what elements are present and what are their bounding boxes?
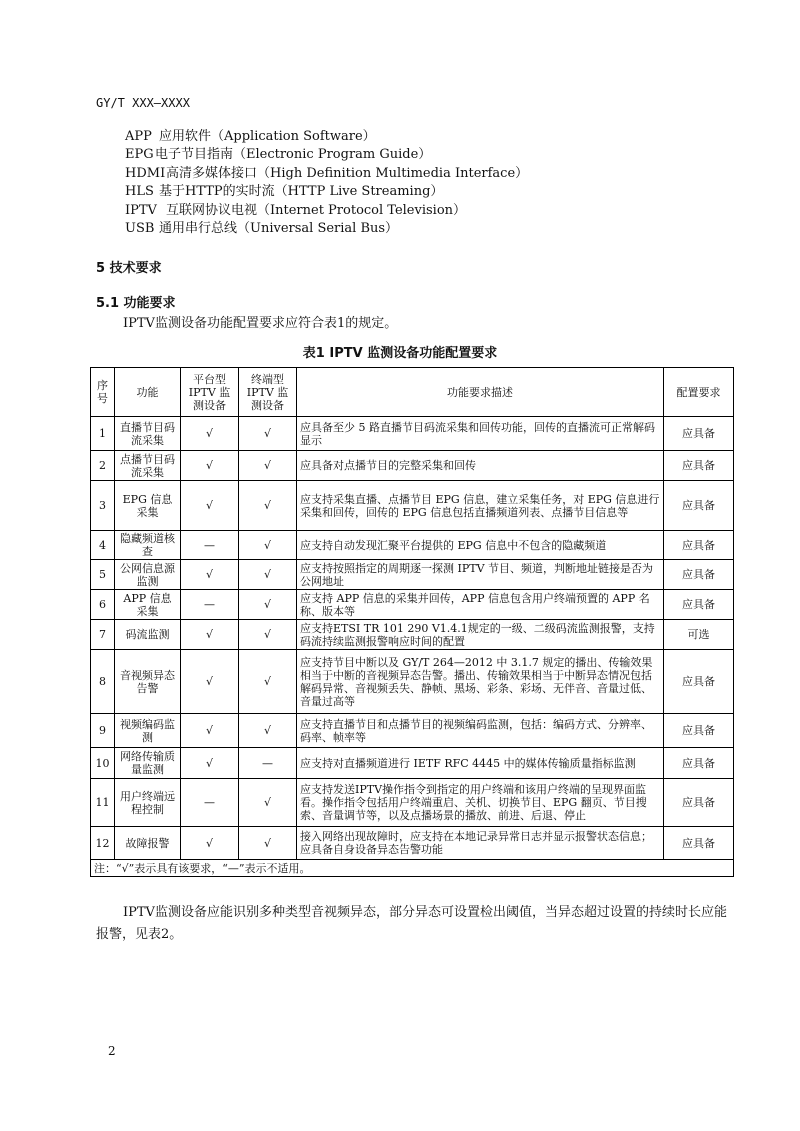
abbreviation-definition: 通用串行总线（Universal Serial Bus） — [159, 221, 399, 237]
cell-function: 点播节目码流采集 — [115, 451, 181, 481]
cell-platform: √ — [181, 560, 239, 590]
cell-no: 3 — [91, 481, 115, 531]
table-row — [91, 560, 734, 590]
cell-no: 1 — [91, 417, 115, 451]
table-note: 注：“√”表示具有该要求，“—”表示不适用。 — [91, 860, 734, 877]
cell-function: 码流监测 — [115, 620, 181, 650]
table-row — [91, 417, 734, 451]
cell-description: 应支持 APP 信息的采集并回传，APP 信息包含用户终端预置的 APP 名称、版本等 — [297, 590, 664, 620]
cell-requirement: 应具备 — [664, 451, 734, 481]
body-paragraph: IPTV监测设备应能识别多种类型音视频异态，部分异态可设置检出阈值，当异态超过设置的持续时长应能报警，见表2。 — [96, 905, 727, 942]
cell-platform: √ — [181, 417, 239, 451]
cell-requirement: 应具备 — [664, 481, 734, 531]
cell-terminal: √ — [239, 560, 297, 590]
cell-terminal: √ — [239, 620, 297, 650]
abbreviation-list — [125, 128, 528, 238]
cell-requirement: 应具备 — [664, 417, 734, 451]
cell-function: 隐藏频道核查 — [115, 531, 181, 560]
standard-code: GY/T XXX—XXXX — [96, 96, 190, 110]
table-row — [91, 827, 734, 860]
abbreviation-item — [125, 146, 528, 164]
table-row — [91, 451, 734, 481]
cell-description: 应支持直播节目和点播节目的视频编码监测，包括：编码方式、分辨率、码率、帧率等 — [297, 714, 664, 748]
table-row — [91, 590, 734, 620]
header-description: 功能要求描述 — [297, 368, 664, 417]
table-note-row — [91, 860, 734, 877]
cell-platform: — — [181, 779, 239, 827]
abbreviation-definition: 应用软件（Application Software） — [159, 129, 376, 144]
cell-function: 直播节目码流采集 — [115, 417, 181, 451]
header-terminal: 终端型IPTV 监测设备 — [239, 368, 297, 417]
table-row — [91, 620, 734, 650]
cell-description: 应支持节目中断以及 GY/T 264—2012 中 3.1.7 规定的播出、传输效果相当于中断的音视频异态告警。播出、传输效果相当于中断异态情况包括解码异常、音视频丢失、静帧、黑场、彩条、彩场、无伴音、音量过低、音量过高等 — [297, 650, 664, 714]
cell-no: 11 — [91, 779, 115, 827]
cell-terminal: √ — [239, 779, 297, 827]
table-caption: 表1 IPTV 监测设备功能配置要求 — [302, 346, 498, 361]
table-row — [91, 779, 734, 827]
cell-requirement: 应具备 — [664, 590, 734, 620]
abbreviation-definition: 高清多媒体接口（High Definition Multimedia Interface） — [166, 165, 529, 181]
header-no: 序号 — [91, 368, 115, 417]
cell-platform: √ — [181, 650, 239, 714]
cell-function: APP 信息采集 — [115, 590, 181, 620]
abbreviation-term: USB — [125, 221, 155, 237]
table-row — [91, 531, 734, 560]
cell-description: 应支持按照指定的周期逐一探测 IPTV 节目、频道，判断地址链接是否为公网地址 — [297, 560, 664, 590]
abbreviation-item — [125, 220, 528, 238]
cell-description: 应具备对点播节目的完整采集和回传 — [297, 451, 664, 481]
cell-function: EPG 信息采集 — [115, 481, 181, 531]
cell-terminal: √ — [239, 531, 297, 560]
cell-no: 10 — [91, 748, 115, 779]
cell-terminal: √ — [239, 714, 297, 748]
cell-requirement: 应具备 — [664, 748, 734, 779]
cell-function: 公网信息源监测 — [115, 560, 181, 590]
cell-platform: √ — [181, 827, 239, 860]
cell-requirement: 可选 — [664, 620, 734, 650]
cell-terminal: √ — [239, 590, 297, 620]
cell-platform: √ — [181, 481, 239, 531]
cell-requirement: 应具备 — [664, 650, 734, 714]
cell-requirement: 应具备 — [664, 531, 734, 560]
cell-function: 视频编码监测 — [115, 714, 181, 748]
cell-platform: — — [181, 531, 239, 560]
header-platform: 平台型IPTV 监测设备 — [181, 368, 239, 417]
cell-no: 12 — [91, 827, 115, 860]
cell-platform: √ — [181, 748, 239, 779]
cell-description: 应具备至少 5 路直播节目码流采集和回传功能，回传的直播流可正常解码显示 — [297, 417, 664, 451]
abbreviation-term: EPG — [125, 147, 154, 163]
function-requirements-table — [90, 367, 734, 877]
cell-requirement: 应具备 — [664, 827, 734, 860]
cell-no: 5 — [91, 560, 115, 590]
cell-no: 4 — [91, 531, 115, 560]
table-row — [91, 650, 734, 714]
cell-description: 应支持发送IPTV操作指令到指定的用户终端和该用户终端的呈现界面监看。操作指令包括用户终端重启、关机、切换节目、EPG 翻页、节目搜索、音量调节等，以及点播场景的播放、前进、后退、停止 — [297, 779, 664, 827]
cell-no: 2 — [91, 451, 115, 481]
abbreviation-definition: 电子节目指南（Electronic Program Guide） — [155, 147, 432, 163]
cell-no: 6 — [91, 590, 115, 620]
header-requirement: 配置要求 — [664, 368, 734, 417]
abbreviation-term: HDMI — [125, 165, 166, 181]
cell-terminal: √ — [239, 451, 297, 481]
cell-requirement: 应具备 — [664, 560, 734, 590]
cell-terminal: — — [239, 748, 297, 779]
cell-platform: √ — [181, 714, 239, 748]
intro-paragraph: IPTV监测设备功能配置要求应符合表1的规定。 — [123, 316, 398, 331]
subsection-heading: 5.1 功能要求 — [96, 296, 176, 311]
cell-description: 应支持自动发现汇聚平台提供的 EPG 信息中不包含的隐藏频道 — [297, 531, 664, 560]
cell-function: 用户终端远程控制 — [115, 779, 181, 827]
cell-no: 7 — [91, 620, 115, 650]
cell-terminal: √ — [239, 650, 297, 714]
cell-requirement: 应具备 — [664, 714, 734, 748]
abbreviation-item — [125, 202, 528, 220]
cell-description: 应支持采集直播、点播节目 EPG 信息，建立采集任务，对 EPG 信息进行采集和回传，回传的 EPG 信息包括直播频道列表、点播节目信息等 — [297, 481, 664, 531]
abbreviation-term: HLS — [125, 184, 154, 200]
cell-platform: √ — [181, 620, 239, 650]
table-row — [91, 748, 734, 779]
cell-platform: √ — [181, 451, 239, 481]
cell-platform: — — [181, 590, 239, 620]
cell-no: 9 — [91, 714, 115, 748]
cell-terminal: √ — [239, 417, 297, 451]
abbreviation-definition: 基于HTTP的实时流（HTTP Live Streaming） — [159, 184, 444, 200]
cell-description: 接入网络出现故障时，应支持在本地记录异常日志并显示报警状态信息；应具备自身设备异态告警功能 — [297, 827, 664, 860]
cell-function: 网络传输质量监测 — [115, 748, 181, 779]
cell-terminal: √ — [239, 481, 297, 531]
cell-function: 故障报警 — [115, 827, 181, 860]
cell-terminal: √ — [239, 827, 297, 860]
cell-function: 音视频异态告警 — [115, 650, 181, 714]
abbreviation-item — [125, 183, 528, 201]
cell-requirement: 应具备 — [664, 779, 734, 827]
abbreviation-definition: 互联网协议电视（Internet Protocol Television） — [166, 202, 467, 218]
cell-description: 应支持ETSI TR 101 290 V1.4.1规定的一级、二级码流监测报警，支持码流持续监测报警响应时间的配置 — [297, 620, 664, 650]
abbreviation-term: APP — [125, 129, 152, 144]
cell-description: 应支持对直播频道进行 IETF RFC 4445 中的媒体传输质量指标监测 — [297, 748, 664, 779]
table-row — [91, 714, 734, 748]
header-function: 功能 — [115, 368, 181, 417]
table-header-row — [91, 368, 734, 417]
abbreviation-item — [125, 128, 528, 146]
section-heading: 5 技术要求 — [96, 261, 162, 276]
page-number: 2 — [108, 1044, 116, 1058]
table-row — [91, 481, 734, 531]
abbreviation-term: IPTV — [125, 202, 157, 218]
cell-no: 8 — [91, 650, 115, 714]
abbreviation-item — [125, 165, 528, 183]
